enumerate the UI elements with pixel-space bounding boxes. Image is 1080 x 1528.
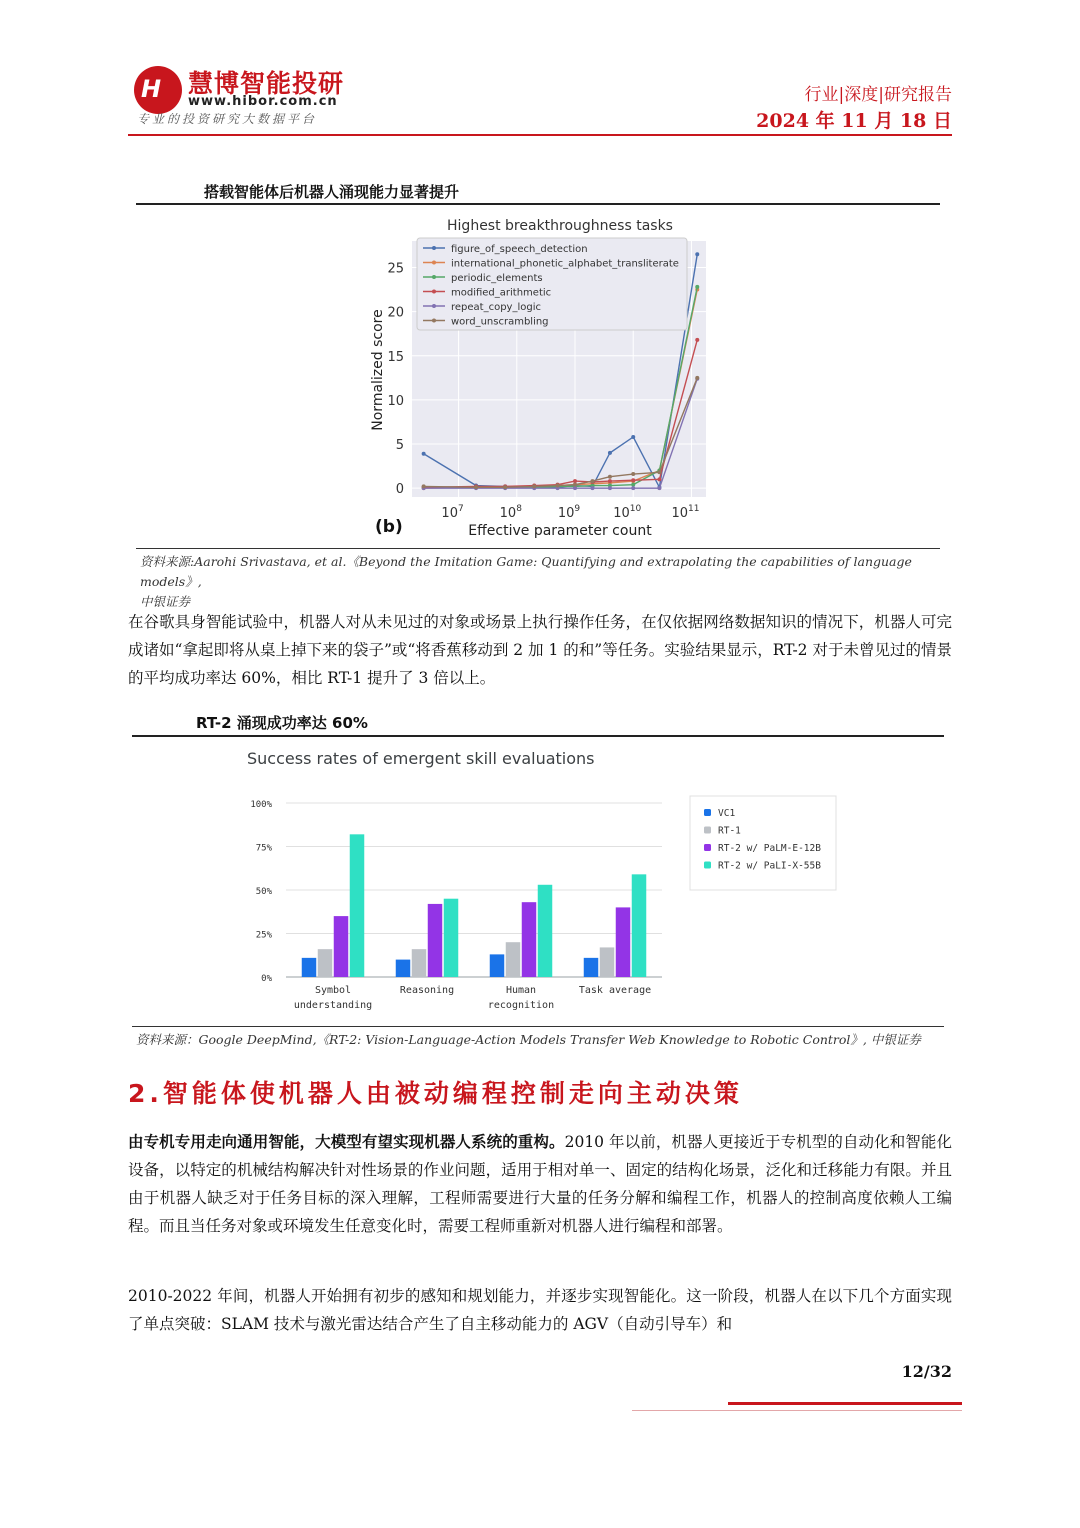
chart1-xtick-label: $10^9$ (557, 504, 581, 521)
chart1-data-point (474, 485, 478, 489)
chart1-ylabel: Normalized score (370, 309, 386, 431)
chart2-bar (350, 834, 365, 977)
chart2-legend-swatch (704, 862, 711, 869)
chart1-data-point (573, 483, 577, 487)
chart2-ytick-label: 25% (255, 930, 272, 941)
chart2-legend-label: RT-2 w/ PaLI-X-55B (718, 860, 821, 872)
chart1-data-point (556, 484, 560, 488)
figure1-title: 搭载智能体后机器人涌现能力显著提升 (204, 183, 460, 201)
chart2-bar (412, 949, 427, 977)
chart1-data-point (532, 484, 536, 488)
chart1-xlabel: Effective parameter count (468, 523, 652, 539)
chart2-bar (334, 916, 349, 977)
chart2-xtick-label: Human (505, 985, 537, 996)
chart2-ytick-label: 100% (250, 800, 272, 810)
chart2-title: Success rates of emergent skill evaluations (247, 749, 595, 768)
chart1-data-point (590, 479, 594, 483)
paragraph-2-body: 2010 年以前，机器人更接近于专机型的自动化和智能化设备，以特定的机械结构解决针对性场景的作业问题，适用于相对单一、固定的结构化场景，泛化和迁移能力有限。并且由于机器人缺乏对于任务目标的深入理解，工程师需要进行大量的任务分解和编程工作，机器人的控制高度依赖人工编程。而且当任务对象或环境发生任意变化时，需要工程师重新对机器人进行编程和部署。 (128, 1133, 952, 1235)
chart1-data-point (631, 483, 635, 487)
chart2-legend-swatch (704, 844, 711, 851)
figure1-top-rule (136, 203, 940, 205)
logo-brand-name: 慧博智能投研 (188, 69, 345, 98)
chart1-ytick-label: 10 (387, 393, 404, 409)
chart2-bar (616, 907, 631, 977)
chart1-data-point (657, 477, 661, 481)
chart2-bar (522, 902, 537, 977)
chart1-legend-label: word_unscrambling (451, 316, 549, 328)
chart1-ytick-label: 15 (387, 349, 404, 365)
chart2-bar (600, 947, 615, 977)
chart1-ytick-label: 5 (395, 438, 404, 454)
chart1-legend-label: periodic_elements (451, 273, 543, 284)
chart2-bar (538, 885, 553, 977)
figure1-bottom-rule (136, 548, 940, 549)
chart1-xtick-label: $10^8$ (499, 504, 522, 521)
chart1-data-point (695, 285, 699, 289)
breakthrough-line-chart (360, 210, 720, 545)
chart2-bar (632, 874, 647, 977)
chart2-bar (318, 949, 333, 977)
chart2-xtick-label: recognition (487, 1000, 555, 1011)
chart1-data-point (503, 485, 507, 489)
figure2-bottom-rule (132, 1026, 944, 1027)
figure1-source-line2: 中银证券 (140, 594, 191, 609)
chart1-data-point (590, 486, 594, 490)
chart1-data-point (657, 470, 661, 474)
chart1-xtick-label: $10^{10}$ (613, 504, 642, 521)
chart2-legend-label: VC1 (718, 808, 736, 819)
chart2-bar (444, 899, 459, 977)
chart2-ytick-label: 50% (255, 887, 272, 897)
paragraph-2-lead: 由专机专用走向通用智能，大模型有望实现机器人系统的重构。 (128, 1132, 565, 1151)
footer-rule (632, 1410, 962, 1411)
emergent-skill-bar-chart (228, 740, 848, 1020)
chart1-panel-label: (b) (375, 517, 403, 537)
chart1-legend-marker (432, 246, 436, 250)
chart2-bar (506, 942, 521, 977)
chart1-xtick-label: $10^{11}$ (671, 504, 700, 521)
section-heading: 2.智能体使机器人由被动编程控制走向主动决策 (128, 1079, 743, 1108)
chart1-data-point (695, 376, 699, 380)
chart2-legend-swatch (704, 809, 711, 816)
chart1-data-point (631, 486, 635, 490)
chart1-data-point (422, 484, 426, 488)
chart1-legend-marker (432, 304, 436, 308)
header-divider (128, 134, 952, 136)
logo-slogan: 专业的投资研究大数据平台 (137, 112, 318, 126)
chart1-title: Highest breakthroughness tasks (447, 218, 673, 234)
chart1-data-point (695, 338, 699, 342)
figure2-top-rule (132, 735, 944, 737)
chart2-ytick-label: 0% (261, 974, 272, 984)
chart1-data-point (608, 451, 612, 455)
chart1-xtick-label: $10^7$ (441, 504, 464, 521)
chart2-legend-label: RT-2 w/ PaLM-E-12B (718, 843, 821, 854)
chart1-legend-label: figure_of_speech_detection (451, 244, 588, 255)
figure1-source-line1: 资料来源:Aarohi Srivastava, et al.《Beyond the Imitation Game: Quantifying and extrapolating the capabilities of language models》, (140, 554, 912, 589)
chart1-legend-marker (432, 261, 436, 265)
chart2-bar (490, 954, 505, 977)
chart2-xtick-label: Reasoning (399, 985, 455, 996)
chart1-ytick-label: 20 (387, 305, 404, 321)
footer-accent-rule (728, 1402, 962, 1405)
chart2-bar (584, 958, 599, 977)
figure1-source (140, 552, 950, 612)
chart2-legend-swatch (704, 827, 711, 834)
report-type: 行业|深度|研究报告 (804, 85, 952, 105)
chart1-legend-marker (432, 275, 436, 279)
chart1-data-point (573, 486, 577, 490)
body-paragraph-1: 在谷歌具身智能试验中，机器人对从未见过的对象或场景上执行操作任务，在仅依据网络数据知识的情况下，机器人可完成诸如“拿起即将从桌上掉下来的袋子”或“将香蕉移动到 2 加 1 的和”等任务。实验结果显示，RT-2 对于未曾见过的情景的平均成功率达 60%，相比 RT-1 提升了 3 倍以上。 (128, 613, 952, 687)
figure2-title: RT-2 涌现成功率达 60% (196, 714, 368, 732)
report-date: 2024 年 11 月 18 日 (756, 110, 952, 132)
chart2-bar (396, 960, 411, 977)
chart1-legend-label: modified_arithmetic (451, 287, 552, 299)
chart1-legend-label: repeat_copy_logic (451, 302, 541, 313)
chart2-legend-label: RT-1 (718, 825, 741, 837)
logo-mark-text: H (141, 75, 160, 103)
chart1-data-point (608, 486, 612, 490)
chart2-bar (428, 904, 443, 977)
chart1-legend-marker (432, 290, 436, 294)
chart1-data-point (631, 472, 635, 476)
chart2-xtick-label: Symbol (314, 985, 352, 996)
chart1-data-point (631, 478, 635, 482)
figure2-source: 资料来源：Google DeepMind,《RT-2: Vision-Language-Action Models Transfer Web Knowledge to Robotic Control》, 中银证券 (136, 1032, 921, 1047)
chart1-data-point (657, 486, 661, 490)
chart1-ytick-label: 25 (387, 261, 404, 277)
chart1-data-point (608, 479, 612, 483)
chart1-data-point (422, 452, 426, 456)
page-number: 12/32 (901, 1362, 952, 1381)
body-paragraph-2 (128, 1128, 952, 1240)
chart2-bar (302, 958, 317, 977)
body-paragraph-3: 2010-2022 年间，机器人开始拥有初步的感知和规划能力，并逐步实现智能化。这一阶段，机器人在以下几个方面实现了单点突破：SLAM 技术与激光雷达结合产生了自主移动能力的 AGV（自动引导车）和 (128, 1287, 952, 1333)
chart1-ytick-label: 0 (395, 482, 404, 498)
hibor-logo-mark (134, 66, 182, 114)
chart1-data-point (631, 435, 635, 439)
chart2-ytick-label: 75% (255, 843, 272, 854)
chart2-xtick-label: understanding (293, 1000, 373, 1011)
chart2-xtick-label: Task average (578, 985, 652, 996)
chart1-data-point (608, 475, 612, 479)
logo-url: www.hibor.com.cn (188, 94, 338, 109)
chart1-data-point (695, 252, 699, 256)
chart1-legend-label: international_phonetic_alphabet_transliterate (451, 258, 679, 270)
chart1-legend-marker (432, 319, 436, 323)
chart1-data-point (573, 479, 577, 483)
